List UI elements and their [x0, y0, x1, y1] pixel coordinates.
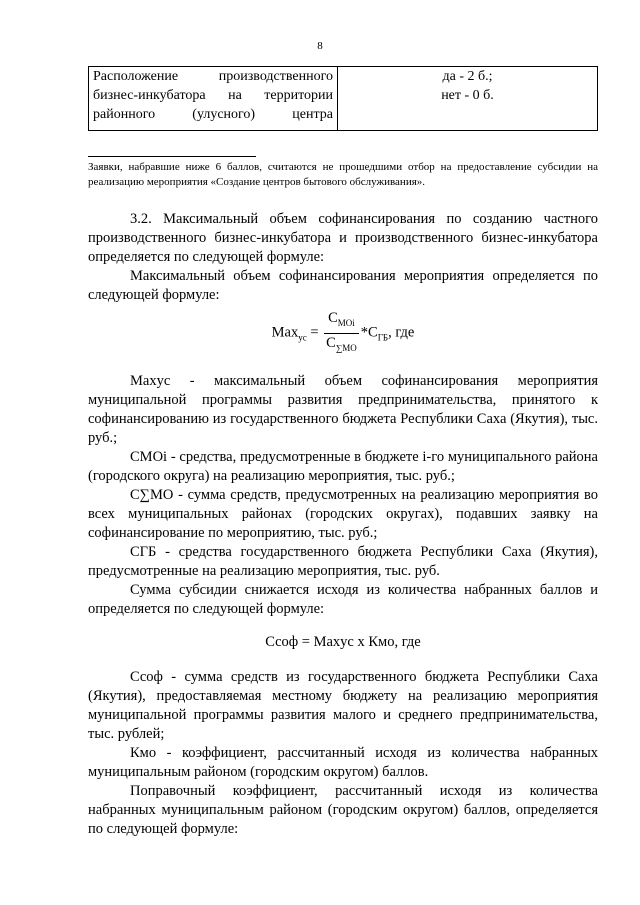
definition-cmoi: СМОi - средства, предусмотренные в бюджете i-го муниципального района (городского округа) на реализацию мероприятия, тыс. руб.;: [88, 448, 598, 484]
footnote: Заявки, набравшие ниже 6 баллов, считаются не прошедшими отбор на предоставление субсидии на реализацию мероприятия «Создание центров бытового обслуживания».: [88, 161, 598, 188]
score-cell: [338, 67, 598, 131]
definition-csof: Ссоф - сумма средств из государственного бюджета Республики Саха (Якутия), предоставляемая местному бюджету на реализацию мероприятия муниципальной программы развития малого и среднего предпринимательства, тыс. рублей;: [88, 668, 598, 742]
formula-lhs: Max: [271, 324, 299, 341]
formula-csof: Ссоф = Maxус x Кмо, где: [265, 633, 421, 650]
score-no: нет - 0 б.: [441, 88, 494, 103]
definition-max: Maxус - максимальный объем софинансирования мероприятия муниципальной программы развития предпринимательства, принятого к софинансированию из государственного бюджета Республики Саха (Якутия), тыс. руб.;: [88, 372, 598, 446]
formula-fraction: $\frac{C_{MOi}}{C_{\sum MO}}$: [326, 310, 357, 353]
definition-csum: С∑МО - сумма средств, предусмотренных на реализацию мероприятия во всех муниципальных районах (городских округах), подавших заявку на софинансирование по мероприятию, тыс. руб.;: [88, 486, 598, 541]
table-row: [89, 67, 598, 131]
score-yes: да - 2 б.;: [442, 69, 493, 84]
definition-kmo: Кмо - коэффициент, рассчитанный исходя из количества набранных муниципальным районом (городским округом) баллов.: [88, 744, 598, 780]
paragraph-coefficient: Поправочный коэффициент, рассчитанный исходя из количества набранных муниципальным районом (городским округом) баллов, определяется по следующей формуле:: [88, 782, 598, 837]
criterion-text: Расположение производственного бизнес-инкубатора на территории районного (улусного) центра: [93, 69, 333, 122]
page-number: 8: [317, 40, 323, 52]
paragraph-subsidy: Сумма субсидии снижается исходя из количества набранных баллов и определяется по следующей формуле:: [88, 581, 598, 617]
definition-cgb: СГБ - средства государственного бюджета Республики Саха (Якутия), предусмотренные на реализацию мероприятия, тыс. руб.: [88, 543, 598, 579]
formula-max: Max$_{ус}$ = $\frac{C_{MOi}}{C_{\sum MO}}$ $*С_{ГБ}$, где: [88, 309, 598, 358]
section-body: [88, 210, 598, 839]
paragraph-max-volume: Максимальный объем софинансирования мероприятия определяется по следующей формуле:: [88, 268, 598, 303]
criterion-cell: [89, 67, 338, 131]
criteria-table: [88, 66, 598, 131]
section-heading: 3.2. Максимальный объем софинансирования по созданию частного производственного бизнес-инкубатора и производственного бизнес-инкубатора определяется по следующей формуле:: [88, 211, 598, 265]
footnote-divider: [88, 156, 256, 157]
